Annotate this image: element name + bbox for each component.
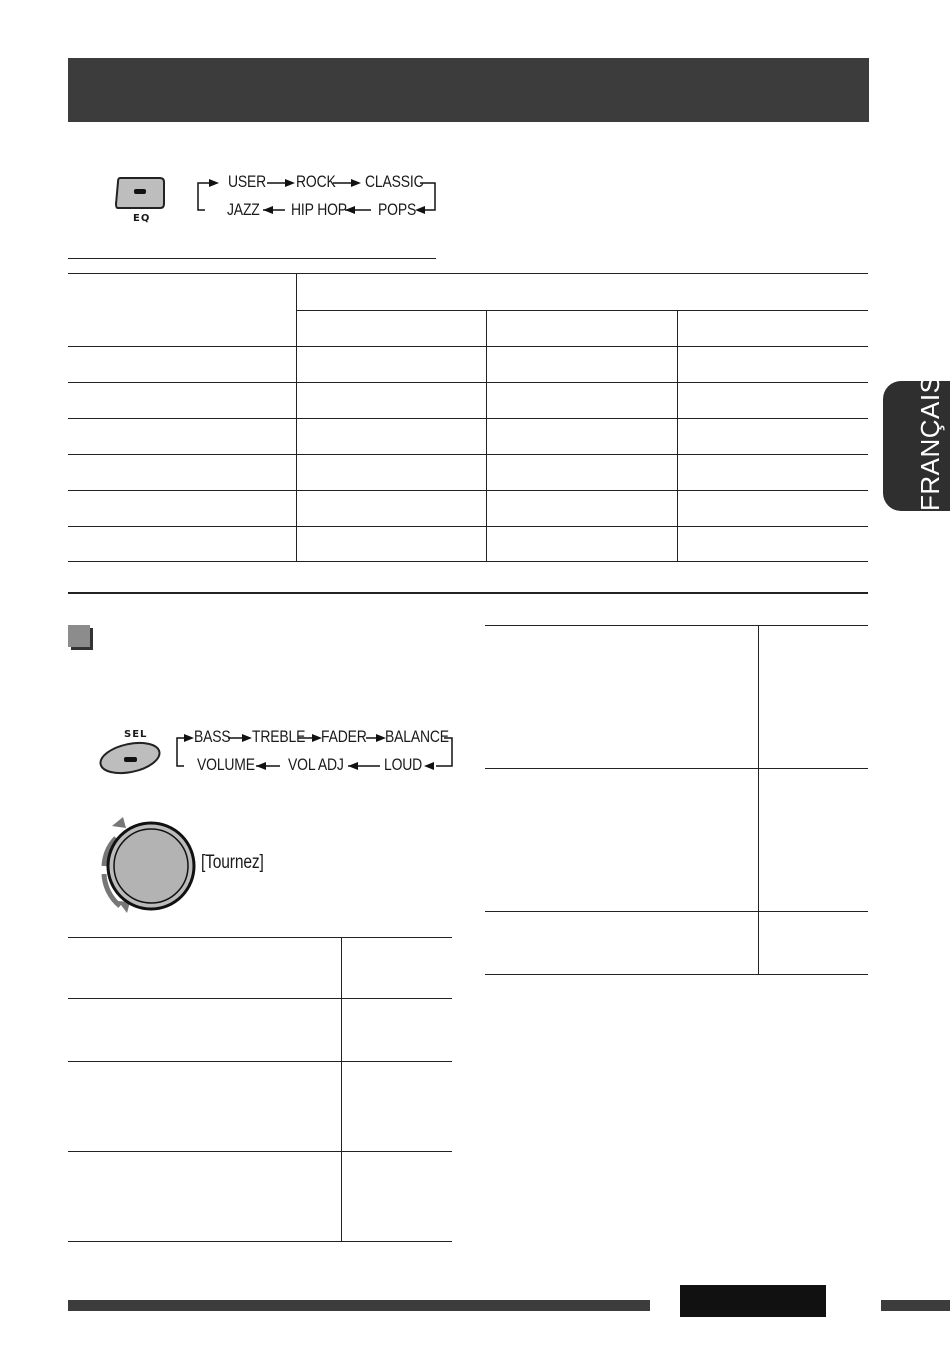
sel-button-label: SEL [124,729,148,740]
eq-mode-rock: ROCK [296,172,336,191]
language-tab-label: FRANÇAIS [915,375,945,511]
eq-mode-jazz: JAZZ [227,200,260,219]
sound-item-balance: BALANCE [385,727,449,746]
sound-item-fader: FADER [321,727,367,746]
sound-item-loud: LOUD [384,755,423,774]
eq-mode-pops: POPS [378,200,417,219]
control-dial-graphic [96,814,200,918]
eq-mode-hiphop: HIP HOP [291,200,347,219]
sel-button[interactable] [98,740,162,776]
eq-mode-classic: CLASSIC [365,172,424,191]
sound-item-bass: BASS [194,727,231,746]
eq-button[interactable] [114,174,166,212]
language-tab [883,375,950,511]
sound-item-volume: VOLUME [197,755,255,774]
eq-table-bottom [68,592,868,594]
page-title-bar [68,58,869,122]
footer-bar-left [68,1300,650,1311]
section-marker-icon [68,625,90,647]
eq-section-divider [68,258,436,259]
eq-table-top [68,273,868,274]
eq-mode-user: USER [228,172,267,191]
eq-button-label: EQ [133,213,151,224]
dial-instruction-label: [Tournez] [201,852,264,873]
sound-item-treble: TREBLE [252,727,306,746]
page-number-box [680,1285,826,1317]
footer-bar-right [881,1300,950,1311]
control-dial[interactable] [96,814,200,918]
sound-item-voladj: VOL ADJ [288,755,344,774]
eq-button-graphic [114,174,166,212]
sel-button-graphic [98,740,162,776]
